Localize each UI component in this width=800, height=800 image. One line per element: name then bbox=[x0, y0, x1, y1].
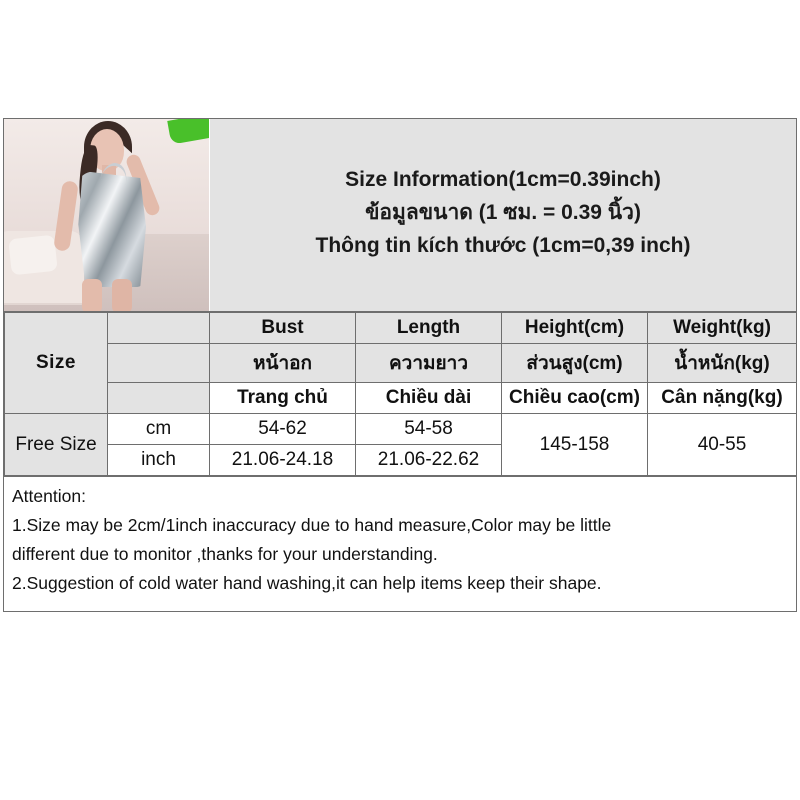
table-row-cm bbox=[5, 414, 797, 445]
length-cm-value: 54-58 bbox=[356, 414, 502, 445]
attention-block bbox=[4, 476, 796, 611]
length-inch-value: 21.06-22.62 bbox=[356, 445, 502, 476]
model-dress bbox=[74, 171, 146, 287]
attention-heading: Attention: bbox=[12, 486, 86, 506]
col-weight-en: Weight(kg) bbox=[648, 313, 797, 344]
bust-inch-value: 21.06-24.18 bbox=[210, 445, 356, 476]
header-band bbox=[4, 119, 796, 312]
col-bust-th: หน้าอก bbox=[210, 344, 356, 383]
title-vietnamese: Thông tin kích thước (1cm=0,39 inch) bbox=[315, 233, 691, 257]
attention-line-1: 1.Size may be 2cm/1inch inaccuracy due to hand measure,Color may be little bbox=[12, 515, 612, 535]
col-height-vi: Chiều cao(cm) bbox=[502, 383, 648, 414]
row-label-free-size: Free Size bbox=[5, 414, 108, 476]
col-height-th: ส่วนสูง(cm) bbox=[502, 344, 648, 383]
table-row-header-th bbox=[5, 344, 797, 383]
size-table bbox=[4, 312, 797, 476]
attention-line-2: different due to monitor ,thanks for your understanding. bbox=[12, 544, 438, 564]
size-chart-sheet bbox=[3, 118, 797, 612]
unit-cm: cm bbox=[108, 414, 210, 445]
col-weight-vi: Cân nặng(kg) bbox=[648, 383, 797, 414]
photo-pillow bbox=[8, 235, 58, 276]
unit-header-spacer-en bbox=[108, 313, 210, 344]
col-length-th: ความยาว bbox=[356, 344, 502, 383]
col-bust-en: Bust bbox=[210, 313, 356, 344]
product-photo bbox=[4, 119, 210, 311]
title-block bbox=[210, 119, 796, 311]
attention-line-3: 2.Suggestion of cold water hand washing,it can help items keep their shape. bbox=[12, 573, 602, 593]
height-value: 145-158 bbox=[502, 414, 648, 476]
weight-value: 40-55 bbox=[648, 414, 797, 476]
size-header-cell: Size bbox=[5, 313, 108, 414]
title-thai: ข้อมูลขนาด (1 ซม. = 0.39 นิ้ว) bbox=[365, 200, 641, 224]
col-weight-th: น้ำหนัก(kg) bbox=[648, 344, 797, 383]
title-english: Size Information(1cm=0.39inch) bbox=[345, 167, 661, 191]
model-leg-left bbox=[82, 279, 102, 311]
table-row-header-vi bbox=[5, 383, 797, 414]
col-height-en: Height(cm) bbox=[502, 313, 648, 344]
col-length-vi: Chiều dài bbox=[356, 383, 502, 414]
model-leg-right bbox=[112, 279, 132, 311]
col-bust-vi: Trang chủ bbox=[210, 383, 356, 414]
unit-header-spacer-th bbox=[108, 344, 210, 383]
table-row-header-en bbox=[5, 313, 797, 344]
unit-inch: inch bbox=[108, 445, 210, 476]
bust-cm-value: 54-62 bbox=[210, 414, 356, 445]
unit-header-spacer-vi bbox=[108, 383, 210, 414]
col-length-en: Length bbox=[356, 313, 502, 344]
